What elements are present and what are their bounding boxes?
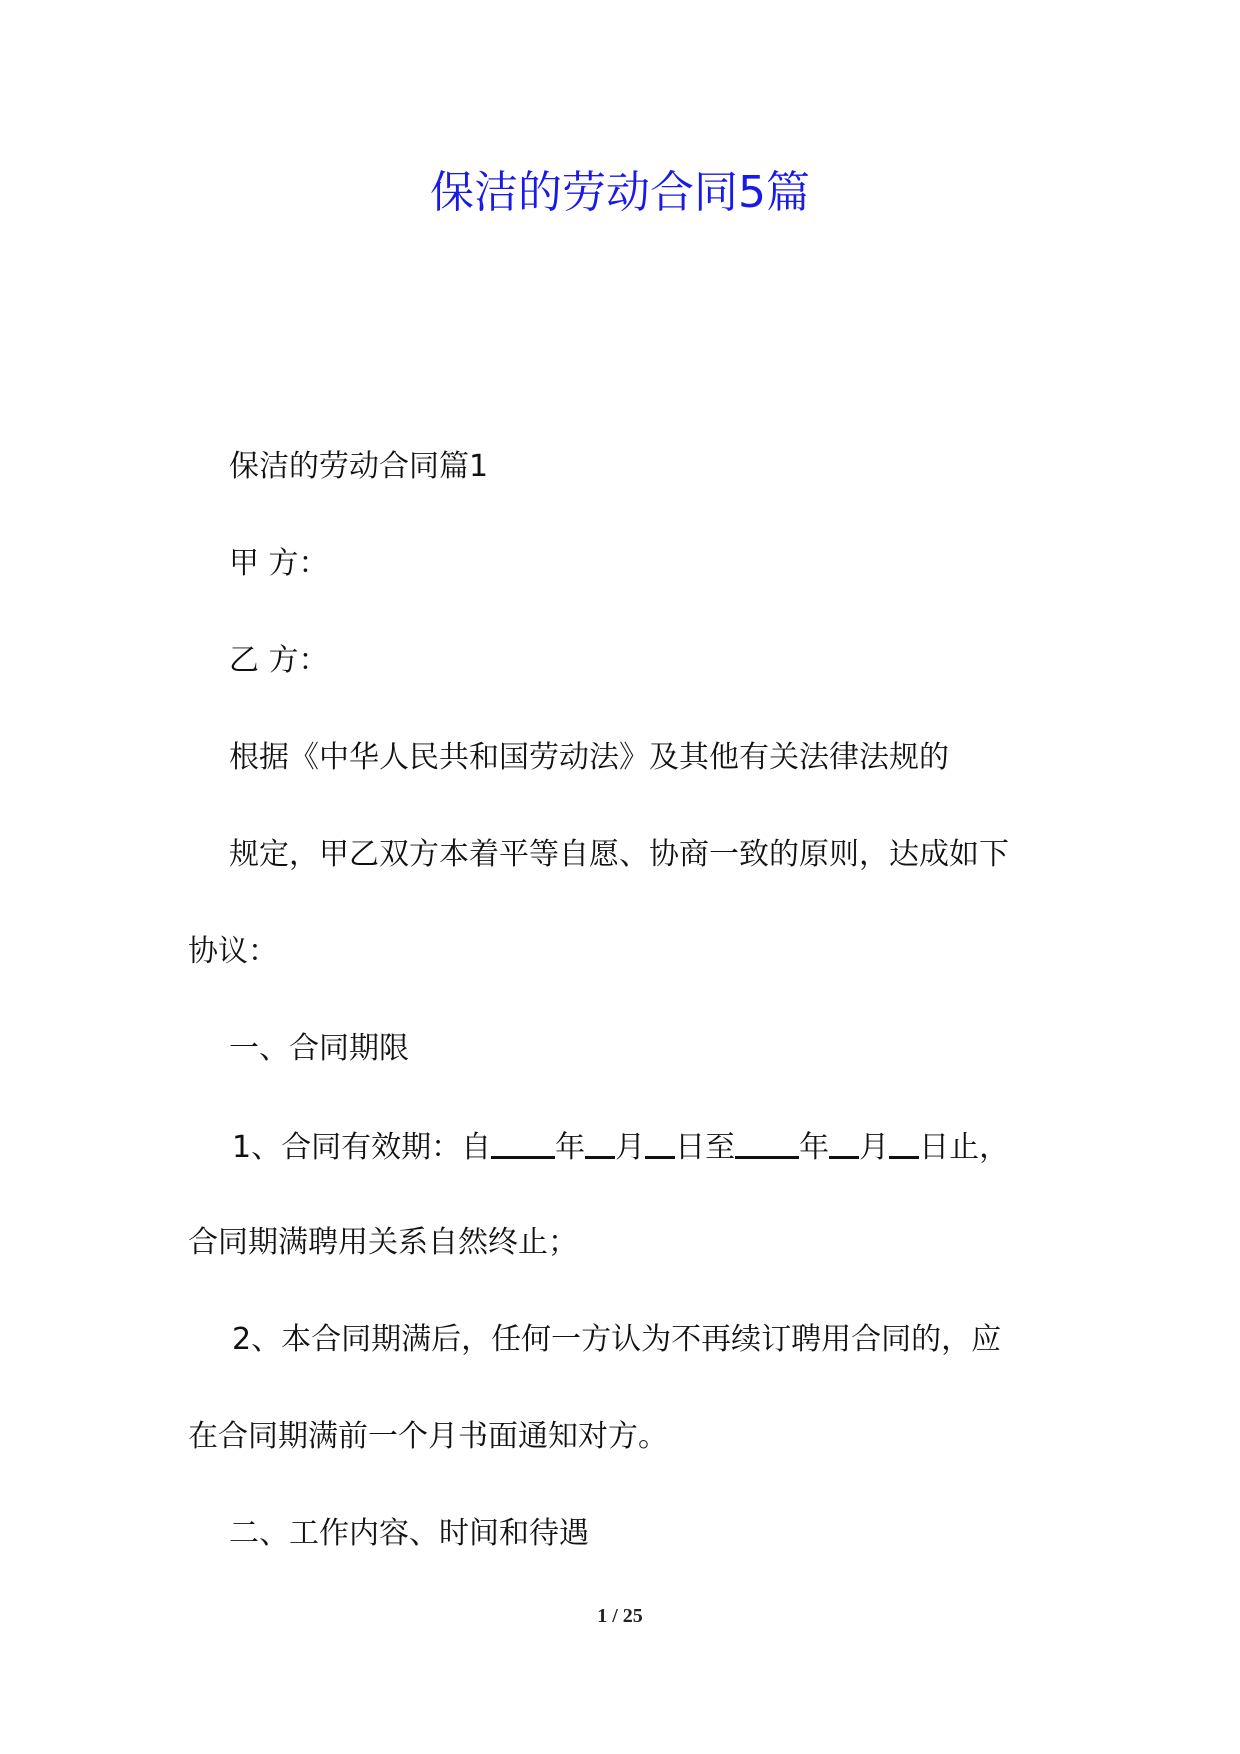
day-end-label: 日止， — [919, 1130, 1010, 1165]
preamble-line-3: 协议： — [188, 934, 278, 969]
month-label-end: 月 — [859, 1130, 890, 1165]
party-b-label: 乙 方： — [229, 643, 329, 678]
clause-1-item-1-continued: 合同期满聘用关系自然终止； — [188, 1225, 578, 1260]
clause-2-heading: 二、工作内容、时间和待遇 — [229, 1516, 589, 1551]
preamble-line-1: 根据《中华人民共和国劳动法》及其他有关法律法规的 — [229, 740, 949, 775]
clause-1-item-1-lead: 1、合同有效期：自 — [232, 1130, 492, 1165]
clause-1-heading: 一、合同期限 — [229, 1031, 409, 1066]
party-a-label: 甲 方： — [229, 546, 329, 581]
blank-end-year — [735, 1126, 799, 1159]
clause-1-item-2-line-2: 在合同期满前一个月书面通知对方。 — [188, 1419, 668, 1454]
day-to-label: 日至 — [675, 1130, 736, 1165]
clause-1-item-1 — [232, 1126, 1009, 1168]
year-label: 年 — [555, 1130, 586, 1165]
blank-start-month — [585, 1126, 615, 1159]
clause-1-item-2-line-1: 2、本合同期满后，任何一方认为不再续订聘用合同的，应 — [232, 1322, 1002, 1357]
blank-end-day — [889, 1126, 919, 1159]
page-number: 1 / 25 — [597, 1605, 643, 1627]
month-label: 月 — [615, 1130, 646, 1165]
year-label-end: 年 — [799, 1130, 830, 1165]
blank-end-month — [829, 1126, 859, 1159]
blank-start-day — [645, 1126, 675, 1159]
preamble-line-2: 规定，甲乙双方本着平等自愿、协商一致的原则，达成如下 — [229, 837, 1009, 872]
blank-start-year — [491, 1126, 555, 1159]
document-title: 保洁的劳动合同5篇 — [430, 167, 810, 218]
section-heading: 保洁的劳动合同篇1 — [229, 449, 489, 484]
